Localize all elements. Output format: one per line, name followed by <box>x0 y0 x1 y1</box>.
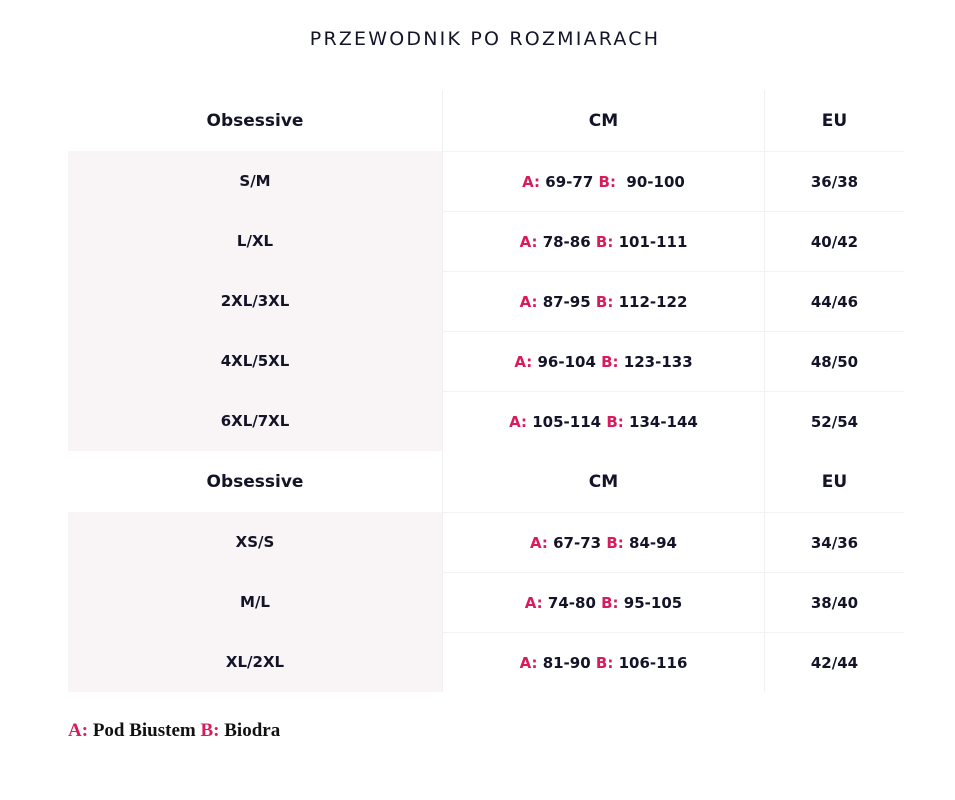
size-cell: 2XL/3XL <box>68 271 442 331</box>
size-legend <box>68 720 280 742</box>
header-cm: CM <box>442 90 764 151</box>
table-row <box>68 512 904 572</box>
a-value: 78-86 <box>542 232 591 251</box>
a-label: A: <box>524 593 543 612</box>
cm-cell <box>442 632 764 692</box>
b-label: B: <box>606 412 624 431</box>
size-cell: S/M <box>68 151 442 211</box>
legend-b-label: B: <box>200 720 220 741</box>
cm-cell <box>442 331 764 391</box>
b-value: 90-100 <box>626 172 685 191</box>
b-label: B: <box>601 593 619 612</box>
a-label: A: <box>509 412 528 431</box>
eu-cell: 34/36 <box>764 512 904 572</box>
a-label: A: <box>522 172 541 191</box>
cm-cell <box>442 151 764 211</box>
a-value: 87-95 <box>542 292 591 311</box>
table-row <box>68 632 904 692</box>
a-label: A: <box>519 292 538 311</box>
eu-cell: 44/46 <box>764 271 904 331</box>
page-title: PRZEWODNIK PO ROZMIARACH <box>309 28 661 50</box>
size-cell: XS/S <box>68 512 442 572</box>
header-brand: Obsessive <box>206 110 304 131</box>
b-value: 84-94 <box>629 533 677 552</box>
eu-cell: 36/38 <box>764 151 904 211</box>
b-value: 112-122 <box>618 292 688 311</box>
b-value: 134-144 <box>629 412 698 431</box>
cm-cell <box>442 211 764 271</box>
eu-cell: 52/54 <box>764 391 904 451</box>
b-value: 95-105 <box>623 593 683 612</box>
size-cell: 6XL/7XL <box>68 391 442 451</box>
b-value: 101-111 <box>618 232 688 251</box>
b-label: B: <box>595 292 614 311</box>
table-row <box>68 271 904 331</box>
b-label: B: <box>601 352 619 371</box>
eu-cell: 48/50 <box>764 331 904 391</box>
cm-cell <box>442 572 764 632</box>
table-row <box>68 572 904 632</box>
b-label: B: <box>595 232 614 251</box>
legend-a-text: Pod Biustem <box>92 720 196 741</box>
legend-b-text: Biodra <box>224 720 281 741</box>
a-label: A: <box>519 232 538 251</box>
eu-cell: 38/40 <box>764 572 904 632</box>
a-value: 105-114 <box>532 412 602 431</box>
header-eu: EU <box>764 90 904 151</box>
size-cell: 4XL/5XL <box>68 331 442 391</box>
b-label: B: <box>598 172 616 191</box>
eu-cell: 40/42 <box>764 211 904 271</box>
size-cell: M/L <box>68 572 442 632</box>
b-label: B: <box>606 533 624 552</box>
b-label: B: <box>595 653 614 672</box>
a-value: 96-104 <box>537 352 596 371</box>
eu-cell: 42/44 <box>764 632 904 692</box>
a-label: A: <box>530 533 548 552</box>
a-label: A: <box>514 352 533 371</box>
b-value: 123-133 <box>623 352 693 371</box>
header-eu: EU <box>764 451 904 512</box>
table-row <box>68 391 904 451</box>
a-value: 67-73 <box>553 533 602 552</box>
size-table <box>68 90 904 692</box>
cm-cell <box>442 512 764 572</box>
a-value: 74-80 <box>547 593 596 612</box>
header-cm: CM <box>442 451 764 512</box>
table-header-row <box>68 451 904 512</box>
header-brand: Obsessive <box>206 471 304 492</box>
a-value: 81-90 <box>542 653 591 672</box>
table-header-row <box>68 90 904 151</box>
legend-a-label: A: <box>68 720 89 741</box>
size-cell: L/XL <box>68 211 442 271</box>
table-row <box>68 211 904 271</box>
size-cell: XL/2XL <box>68 632 442 692</box>
table-row <box>68 151 904 211</box>
table-row <box>68 331 904 391</box>
cm-cell <box>442 391 764 451</box>
cm-cell <box>442 271 764 331</box>
a-value: 69-77 <box>545 172 594 191</box>
b-value: 106-116 <box>618 653 688 672</box>
a-label: A: <box>519 653 538 672</box>
